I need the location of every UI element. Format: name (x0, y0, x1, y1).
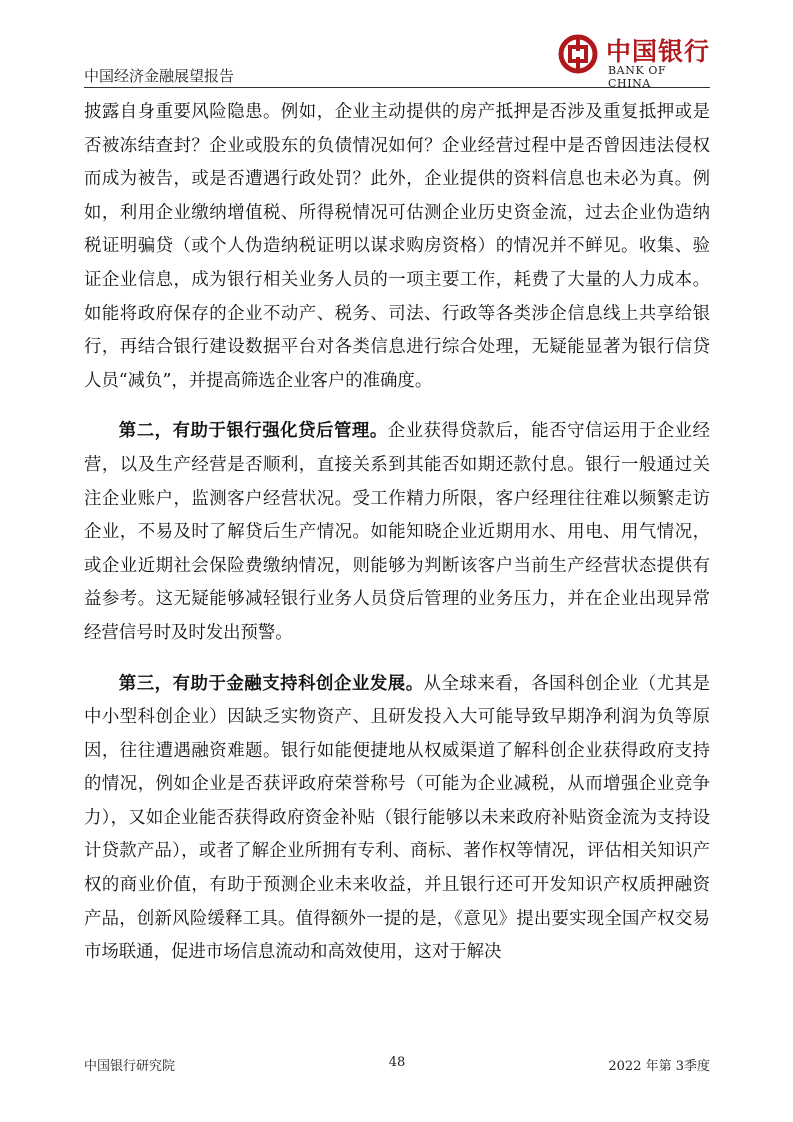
footer-quarter: 2022 年第 3季度 (608, 1059, 710, 1074)
bank-logo (550, 30, 711, 90)
page-footer (84, 1055, 710, 1075)
paragraph-lead: 第三，有助于金融支持科创企业发展。 (118, 673, 424, 694)
paragraph-text: 披露自身重要风险隐患。例如，企业主动提供的房产抵押是否涉及重复抵押或是否被冻结查封？企业或股东的负债情况如何？企业经营过程中是否曾因违法侵权而成为被告，或是否遭遇行政处罚？此外，企业提供的资料信息也未必为真。例如，利用企业缴纳增值税、所得税情况可估测企业历史资金流，过去企业伪造纳税证明骗贷（或个人伪造纳税证明以谋求购房资格）的情况并不鲜见。收集、验证企业信息，成为银行相关业务人员的一项主要工作，耗费了大量的人力成本。如能将政府保存的企业不动产、税务、司法、行政等各类涉企信息线上共享给银行，再结合银行建设数据平台对各类信息进行综合处理，无疑能显著为银行信贷人员“减负”，并提高筛选企业客户的准确度。 (84, 102, 710, 391)
paragraph-continuation (84, 96, 710, 398)
page-number: 48 (388, 1055, 406, 1070)
paragraph-third-point (84, 668, 710, 970)
body-text (84, 96, 710, 970)
paragraph-text: 从全球来看，各国科创企业（尤其是中小型科创企业）因缺乏实物资产、且研发投入大可能导致早期净利润为负等原因，往往遭遇融资难题。银行如能便捷地从权威渠道了解科创企业获得政府支持的情况，例如企业是否获评政府荣誉称号（可能为企业减税，从而增强企业竞争力），又如企业能否获得政府资金补贴（银行能够以未来政府补贴资金流为支持设计贷款产品），或者了解企业所拥有专利、商标、著作权等情况，评估相关知识产权的商业价值，有助于预测企业未来收益，并且银行还可开发知识产权质押融资产品，创新风险缓释工具。值得额外一提的是，《意见》提出要实现全国产权交易市场联通，促进市场信息流动和高效使用，这对于解决 (84, 673, 710, 963)
page-header (84, 30, 711, 90)
logo-chinese-text: 中国银行 (606, 37, 711, 66)
report-title: 中国经济金融展望报告 (84, 67, 235, 85)
paragraph-second-point (84, 415, 710, 650)
paragraph-text: 企业获得贷款后，能否守信运用于企业经营，以及生产经营是否顺利，直接关系到其能否如期还款付息。银行一般通过关注企业账户，监测客户经营状况。受工作精力所限，客户经理往往难以频繁走访企业，不易及时了解贷后生产情况。如能知晓企业近期用水、用电、用气情况，或企业近期社会保险费缴纳情况，则能够为判断该客户当前生产经营状态提供有益参考。这无疑能够减轻银行业务人员贷后管理的业务压力，并在企业出现异常经营信号时及时发出预警。 (84, 421, 710, 643)
footer-institute: 中国银行研究院 (84, 1059, 176, 1074)
header-divider (84, 87, 710, 88)
bank-of-china-emblem-icon (558, 34, 598, 74)
paragraph-lead: 第二，有助于银行强化贷后管理。 (118, 421, 388, 442)
logo-english-text: BANK OF CHINA (608, 64, 667, 90)
